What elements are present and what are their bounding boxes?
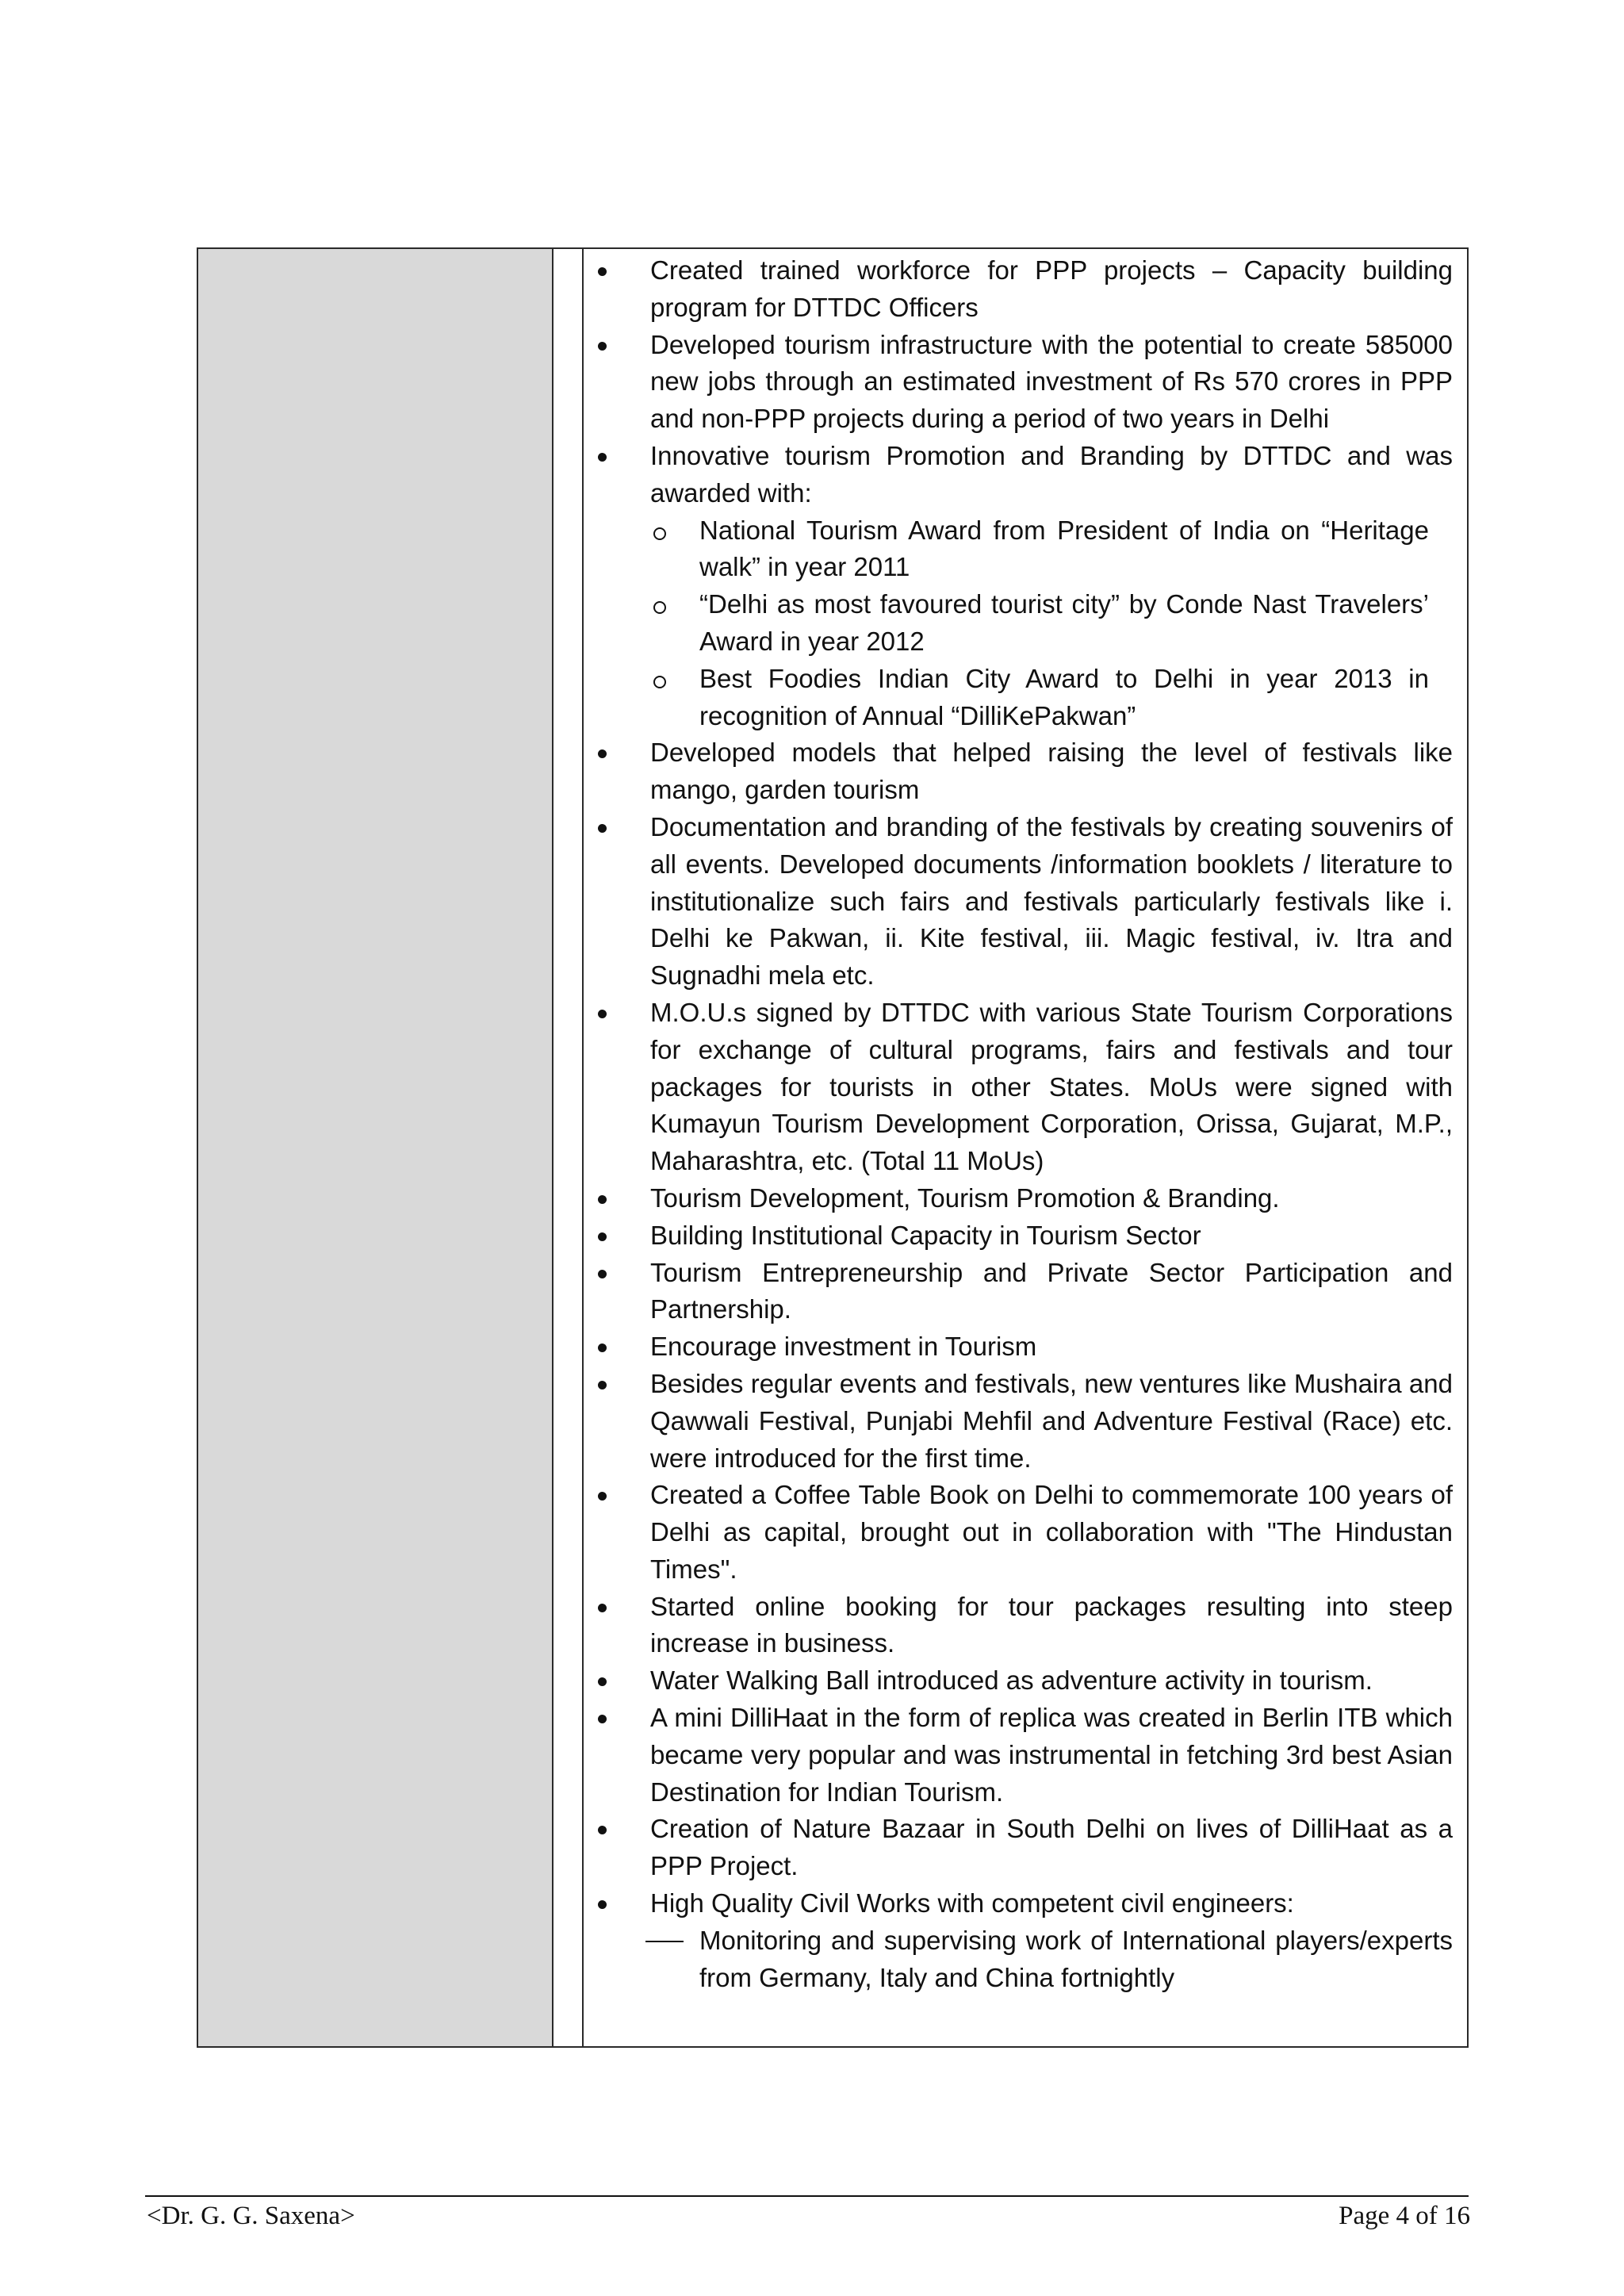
bullet-icon (598, 1270, 607, 1278)
bullet-icon (598, 1195, 607, 1204)
bullet-text: Besides regular events and festivals, new ventures like Mushaira and Qawwali Festival, Punjabi Mehfil and Adventure Festival (Race) etc. were introduced for the first time. (650, 1368, 1453, 1473)
bullet-item (584, 327, 1453, 438)
bullet-icon (598, 1604, 607, 1612)
sub-item (650, 512, 1429, 587)
bullet-icon (598, 267, 607, 276)
bullet-text: Created trained workforce for PPP projects – Capacity building program for DTTDC Officers (650, 255, 1453, 322)
bullet-item (584, 1885, 1453, 1996)
bullet-text: Innovative tourism Promotion and Branding by DTTDC and was awarded with: (650, 440, 1453, 508)
bullet-text: Developed tourism infrastructure with the potential to create 585000 new jobs through an estimated investment of Rs 570 crores in PPP and non-PPP projects during a period of two years in Delhi (650, 329, 1453, 434)
bullet-icon (598, 1010, 607, 1018)
bullet-text: Documentation and branding of the festivals by creating souvenirs of all events. Developed documents /information booklets / literature to institutionalize such fairs and festivals particularly festivals like i. Delhi ke Pakwan, ii. Kite festival, iii. Magic festival, iv. Itra and Sugnadhi mela etc. (650, 811, 1453, 991)
circle-bullet-icon (653, 601, 666, 614)
bullet-item (584, 1328, 1453, 1366)
bullet-text: Building Institutional Capacity in Tourism Sector (650, 1220, 1201, 1250)
bullet-icon (598, 453, 607, 462)
bullet-icon (598, 1900, 607, 1909)
details-column (584, 249, 1467, 2046)
bullet-text: A mini DilliHaat in the form of replica was created in Berlin ITB which became very popular and was instrumental in fetching 3rd best Asian Destination for Indian Tourism. (650, 1703, 1453, 1807)
bullet-item (584, 252, 1453, 327)
bullet-item (584, 734, 1453, 809)
bullet-text: High Quality Civil Works with competent civil engineers: (650, 1888, 1294, 1918)
bullet-item (584, 1662, 1453, 1700)
bullet-icon (598, 749, 607, 758)
bullet-icon (598, 1826, 607, 1834)
sub-item-text: Best Foodies Indian City Award to Delhi in year 2013 in recognition of Annual “DilliKePakwan” (699, 663, 1429, 730)
footer-rule (145, 2195, 1469, 2197)
sub-item-text: National Tourism Award from President of India on “Heritage walk” in year 2011 (699, 515, 1429, 582)
bullet-icon (598, 1381, 607, 1389)
sub-item (650, 661, 1429, 735)
bullet-icon (598, 1715, 607, 1723)
bullet-text: Creation of Nature Bazaar in South Delhi on lives of DilliHaat as a PPP Project. (650, 1814, 1453, 1881)
dash-bullet-icon (645, 1941, 684, 1942)
dash-list (650, 1922, 1453, 1997)
bullet-icon (598, 1677, 607, 1686)
bullet-icon (598, 1232, 607, 1241)
sub-item (650, 586, 1429, 661)
bullet-text: Created a Coffee Table Book on Delhi to commemorate 100 years of Delhi as capital, brought out in collaboration with "The Hindustan Times". (650, 1480, 1453, 1584)
bullet-text: Tourism Development, Tourism Promotion & Branding. (650, 1182, 1280, 1213)
bullet-item (584, 438, 1453, 734)
bullet-icon (598, 1343, 607, 1352)
bullet-text: Encourage investment in Tourism (650, 1332, 1037, 1362)
bullet-list (584, 252, 1453, 1996)
bullet-text: Water Walking Ball introduced as adventure activity in tourism. (650, 1665, 1373, 1696)
bullet-text: M.O.U.s signed by DTTDC with various State Tourism Corporations for exchange of cultural programs, fairs and festivals and tour packages for tourists in other States. MoUs were signed with Kumayun Tourism Development Corporation, Orissa, Gujarat, M.P., Maharashtra, etc. (Total 11 MoUs) (650, 997, 1453, 1176)
bullet-item (584, 1700, 1453, 1811)
sub-list (650, 512, 1453, 735)
footer-page-number: Page 4 of 16 (1339, 2202, 1470, 2230)
bullet-icon (598, 824, 607, 833)
bullet-item (584, 809, 1453, 995)
spacer-column (553, 249, 584, 2046)
bullet-text: Started online booking for tour packages resulting into steep increase in business. (650, 1591, 1453, 1658)
bullet-item (584, 1811, 1453, 1885)
bullet-item (584, 1217, 1453, 1255)
bullet-item (584, 1589, 1453, 1663)
circle-bullet-icon (653, 676, 666, 688)
bullet-item (584, 1366, 1453, 1477)
label-column (198, 249, 553, 2046)
content-table (197, 247, 1469, 2048)
sub-item-text: “Delhi as most favoured tourist city” by Conde Nast Travelers’ Award in year 2012 (699, 589, 1429, 656)
bullet-icon (598, 342, 607, 351)
dash-item-text: Monitoring and supervising work of International players/experts from Germany, Italy and China fortnightly (699, 1925, 1453, 1992)
circle-bullet-icon (653, 527, 666, 540)
dash-item (650, 1922, 1453, 1997)
footer-author: <Dr. G. G. Saxena> (147, 2202, 355, 2230)
bullet-text: Developed models that helped raising the level of festivals like mango, garden tourism (650, 738, 1453, 805)
bullet-item (584, 1180, 1453, 1217)
bullet-icon (598, 1492, 607, 1501)
bullet-item (584, 995, 1453, 1180)
bullet-item (584, 1255, 1453, 1329)
bullet-item (584, 1477, 1453, 1588)
bullet-text: Tourism Entrepreneurship and Private Sector Participation and Partnership. (650, 1257, 1453, 1324)
